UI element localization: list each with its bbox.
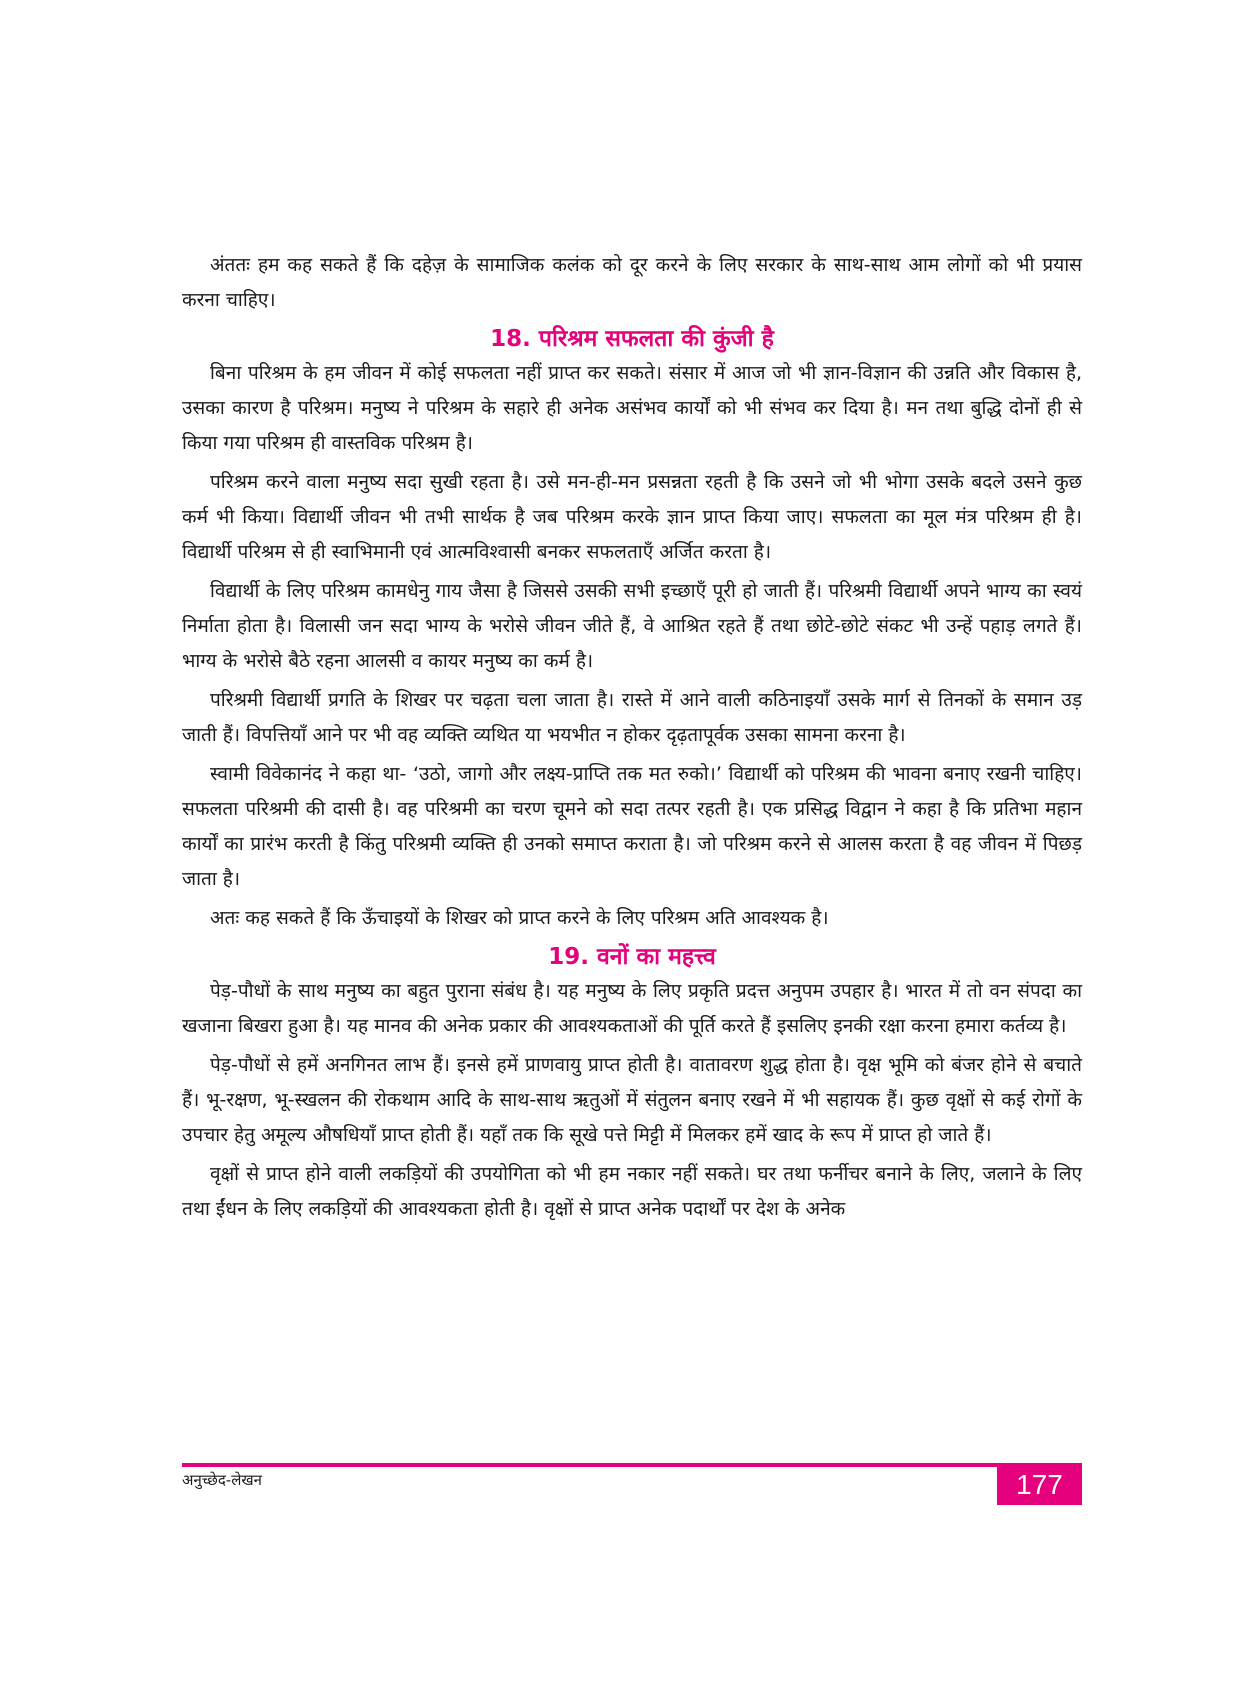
page-number-badge: 177: [997, 1465, 1082, 1505]
section-18-paragraph-4: परिश्रमी विद्यार्थी प्रगति के शिखर पर चढ़ता चला जाता है। रास्ते में आने वाली कठिनाइयाँ उसके मार्ग से तिनकों के समान उड़ जाती हैं। विपत्तियाँ आने पर भी वह व्यक्ति व्यथित या भयभीत न होकर दृढ़तापूर्वक उसका सामना करना है।: [182, 689, 1082, 746]
section-18-paragraph-2: परिश्रम करने वाला मनुष्य सदा सुखी रहता है। उसे मन-ही-मन प्रसन्नता रहती है कि उसने जो भी भोगा उसके बदले उसने कुछ कर्म भी किया। विद्यार्थी जीवन भी तभी सार्थक है जब परिश्रम करके ज्ञान प्राप्त किया जाए। सफलता का मूल मंत्र परिश्रम ही है। विद्यार्थी परिश्रम से ही स्वाभिमानी एवं आत्मविश्वासी बनकर सफलताएँ अर्जित करता है।: [182, 471, 1082, 563]
page-content: [182, 248, 1082, 1231]
section-18-paragraph-3: विद्यार्थी के लिए परिश्रम कामधेनु गाय जैसा है जिससे उसकी सभी इच्छाएँ पूरी हो जाती हैं। परिश्रमी विद्यार्थी अपने भाग्य का स्वयं निर्माता होता है। विलासी जन सदा भाग्य के भरोसे जीवन जीते हैं, वे आश्रित रहते हैं तथा छोटे-छोटे संकट भी उन्हें पहाड़ लगते हैं। भाग्य के भरोसे बैठे रहना आलसी व कायर मनुष्य का कर्म है।: [182, 580, 1082, 672]
section-19-paragraph-1: पेड़-पौधों के साथ मनुष्य का बहुत पुराना संबंध है। यह मनुष्य के लिए प्रकृति प्रदत्त अनुपम उपहार है। भारत में तो वन संपदा का खजाना बिखरा हुआ है। यह मानव की अनेक प्रकार की आवश्यकताओं की पूर्ति करते हैं इसलिए इनकी रक्षा करना हमारा कर्तव्य है।: [182, 980, 1082, 1037]
section-19-paragraph-2: पेड़-पौधों से हमें अनगिनत लाभ हैं। इनसे हमें प्राणवायु प्राप्त होती है। वातावरण शुद्ध होता है। वृक्ष भूमि को बंजर होने से बचाते हैं। भू-रक्षण, भू-स्खलन की रोकथाम आदि के साथ-साथ ऋतुओं में संतुलन बनाए रखने में भी सहायक हैं। कुछ वृक्षों से कई रोगों के उपचार हेतु अमूल्य औषधियाँ प्राप्त होती हैं। यहाँ तक कि सूखे पत्ते मिट्टी में मिलकर हमें खाद के रूप में प्राप्त हो जाते हैं।: [182, 1054, 1082, 1146]
section-18-paragraph-5: स्वामी विवेकानंद ने कहा था- ‘उठो, जागो और लक्ष्य-प्राप्ति तक मत रुको।’ विद्यार्थी को परिश्रम की भावना बनाए रखनी चाहिए। सफलता परिश्रमी की दासी है। वह परिश्रमी का चरण चूमने को सदा तत्पर रहती है। एक प्रसिद्ध विद्वान ने कहा है कि प्रतिभा महान कार्यों का प्रारंभ करती है किंतु परिश्रमी व्यक्ति ही उनको समाप्त कराता है। जो परिश्रम करने से आलस करता है वह जीवन में पिछड़ जाता है।: [182, 763, 1082, 890]
section-18-title: 18. परिश्रम सफलता की कुंजी है: [490, 326, 774, 352]
section-18-paragraph-6: अतः कह सकते हैं कि ऊँचाइयों के शिखर को प्राप्त करने के लिए परिश्रम अति आवश्यक है।: [210, 907, 829, 929]
section-19-title: 19. वनों का महत्त्व: [548, 944, 716, 970]
section-19-paragraph-3: वृक्षों से प्राप्त होने वाली लकड़ियों की उपयोगिता को भी हम नकार नहीं सकते। घर तथा फर्नीचर बनाने के लिए, जलाने के लिए तथा ईंधन के लिए लकड़ियों की आवश्यकता होती है। वृक्षों से प्राप्त अनेक पदार्थों पर देश के अनेक: [182, 1163, 1082, 1220]
footer-section-label: अनुच्छेद-लेखन: [182, 1471, 262, 1489]
intro-closing-paragraph: अंततः हम कह सकते हैं कि दहेज़ के सामाजिक कलंक को दूर करने के लिए सरकार के साथ-साथ आम लोगों को भी प्रयास करना चाहिए।: [182, 254, 1082, 311]
footer-rule: [182, 1463, 1082, 1467]
section-18-paragraph-1: बिना परिश्रम के हम जीवन में कोई सफलता नहीं प्राप्त कर सकते। संसार में आज जो भी ज्ञान-विज्ञान की उन्नति और विकास है, उसका कारण है परिश्रम। मनुष्य ने परिश्रम के सहारे ही अनेक असंभव कार्यों को भी संभव कर दिया है। मन तथा बुद्धि दोनों ही से किया गया परिश्रम ही वास्तविक परिश्रम है।: [182, 362, 1082, 454]
